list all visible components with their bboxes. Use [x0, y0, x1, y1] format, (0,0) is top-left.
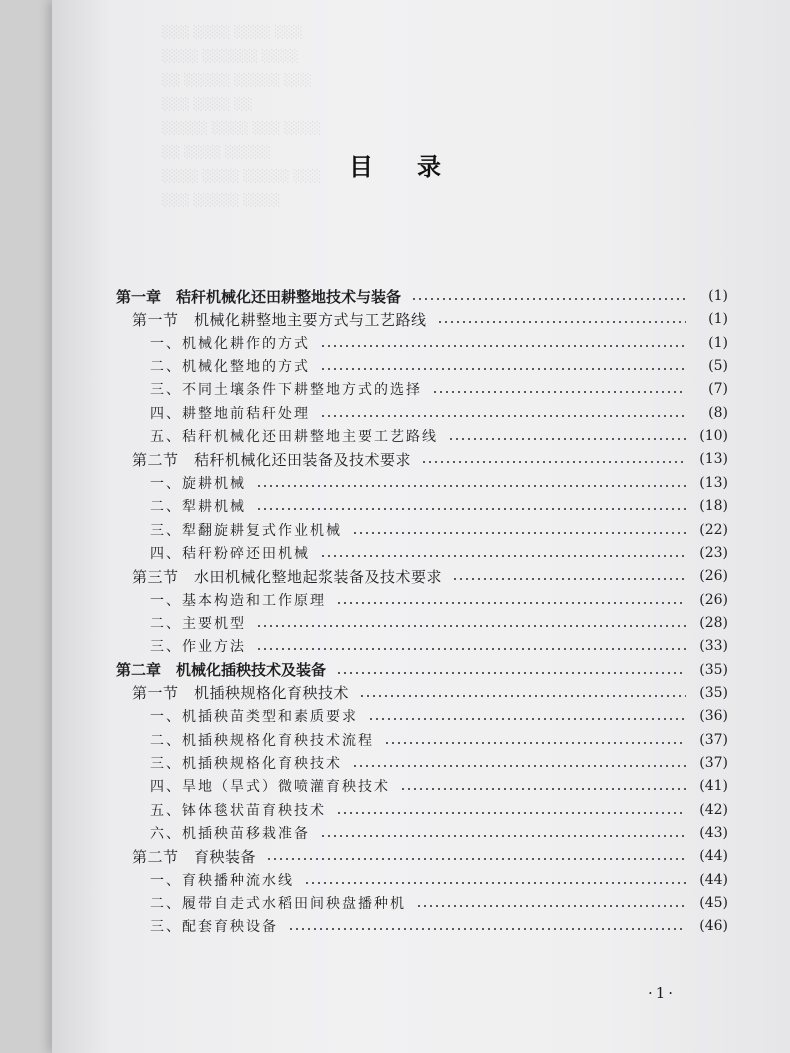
toc-label: 第二节 育秧装备 — [132, 847, 257, 866]
toc-page-number: (36) — [699, 708, 728, 725]
toc-label: 二、主要机型 — [150, 615, 246, 632]
dot-leader — [352, 532, 686, 534]
toc-page-number: (42) — [699, 801, 728, 818]
toc-entry-section — [132, 681, 728, 705]
toc-page-number: (37) — [699, 755, 728, 771]
toc-label: 第二章 机械化插秧技术及装备 — [116, 661, 327, 680]
toc-entry-item — [150, 704, 728, 728]
toc-label: 第二节 秸秆机械化还田装备及技术要求 — [132, 450, 412, 469]
toc-entry-item — [150, 868, 728, 892]
toc-page-number: (13) — [699, 474, 728, 491]
toc-entry-section — [132, 564, 728, 588]
toc-page-number: (26) — [699, 568, 728, 585]
toc-label: 第一章 秸秆机械化还田耕整地技术与装备 — [116, 287, 402, 306]
toc-entry-item — [150, 634, 728, 658]
toc-page-number: (22) — [699, 521, 728, 538]
dot-leader — [421, 461, 686, 463]
dot-leader — [437, 321, 686, 323]
toc-entry-item — [150, 424, 728, 448]
toc-entry-item — [150, 588, 728, 612]
toc-entry-chapter — [116, 658, 728, 682]
dot-leader — [448, 438, 686, 440]
toc-page-number: (18) — [699, 498, 728, 515]
toc-entry-item — [150, 541, 728, 565]
dot-leader — [320, 415, 686, 417]
toc-page-number: (26) — [699, 591, 728, 608]
toc-entry-item — [150, 494, 728, 518]
toc-page-number: (35) — [699, 684, 728, 701]
toc-entry-item — [150, 821, 728, 845]
toc-entry-section — [132, 844, 728, 868]
toc-label: 三、机插秧规格化育秧技术 — [150, 756, 342, 772]
toc-entry-item — [150, 471, 728, 495]
toc-entry-item — [150, 331, 728, 355]
toc-label: 一、育秧播种流水线 — [150, 872, 294, 889]
toc-page-number: (10) — [699, 428, 728, 445]
toc-label: 二、履带自走式水稻田间秧盘播种机 — [150, 896, 406, 913]
dot-leader — [411, 298, 686, 300]
toc-label: 四、旱地（旱式）微喷灌育秧技术 — [150, 779, 390, 796]
toc-page-number: (1) — [708, 288, 728, 304]
toc-label: 三、犁翻旋耕复式作业机械 — [150, 522, 342, 539]
toc-label: 四、耕整地前秸秆处理 — [150, 405, 310, 422]
toc-entry-item — [150, 751, 728, 775]
toc-page-number: (37) — [699, 731, 728, 748]
page-number: ·1· — [648, 984, 677, 1002]
show-through-text: ░░░ ░░░░ ░░░░ ░░░ ░░░░ ░░░░░░ ░░░░ ░░ ░░░░░ ░░░░░ ░░░ ░░░ ░░░░ ░░ ░░░░░ ░░░░ ░░░ ░░░░ ░░ ░░░░ ░░░░░ ░░░░ ░░░░ ░░░░░ ░░░ ░░░ ░░░░░ ░░░░ — [162, 25, 322, 207]
toc-label: 四、秸秆粉碎还田机械 — [150, 545, 310, 562]
dot-leader — [320, 345, 686, 347]
toc-entry-item — [150, 377, 728, 401]
toc-page-number: (45) — [699, 895, 728, 912]
toc-page-number: (23) — [699, 544, 728, 561]
toc-label: 二、犁耕机械 — [150, 499, 246, 516]
toc-label: 三、作业方法 — [150, 639, 246, 656]
toc-label: 第三节 水田机械化整地起浆装备及技术要求 — [132, 567, 443, 586]
toc-label: 三、不同土壤条件下耕整地方式的选择 — [150, 382, 422, 399]
toc-label: 二、机插秧规格化育秧技术流程 — [150, 732, 374, 749]
dot-leader — [256, 485, 686, 487]
toc-page-number: (46) — [699, 918, 728, 935]
dot-leader — [304, 882, 686, 884]
toc-label: 第一节 机插秧规格化育秧技术 — [132, 684, 350, 703]
toc-entry-section — [132, 447, 728, 471]
dot-leader — [336, 602, 686, 604]
toc-label: 一、旋耕机械 — [150, 475, 246, 492]
toc-page-number: (44) — [699, 848, 728, 865]
dot-leader — [336, 812, 686, 814]
toc-page-number: (13) — [699, 451, 728, 468]
dot-leader — [400, 788, 686, 790]
toc-page-number: (35) — [699, 661, 728, 678]
dot-leader — [320, 555, 686, 557]
toc-page-number: (44) — [699, 871, 728, 888]
toc-label: 一、机械化耕作的方式 — [150, 335, 310, 352]
toc-entry-item — [150, 401, 728, 425]
toc-entry-item — [150, 774, 728, 798]
dot-leader — [256, 625, 686, 627]
toc-entry-item — [150, 798, 728, 822]
toc-entry-item — [150, 518, 728, 542]
toc-label: 一、基本构造和工作原理 — [150, 592, 326, 609]
toc-entry-chapter — [116, 284, 728, 308]
dot-leader — [256, 648, 686, 650]
toc-entry-item — [150, 611, 728, 635]
dot-leader — [452, 578, 686, 580]
toc-label: 六、机插秧苗移栽准备 — [150, 826, 310, 843]
toc-entry-item — [150, 891, 728, 915]
toc-page-number: (33) — [699, 638, 728, 655]
toc-label: 一、机插秧苗类型和素质要求 — [150, 709, 358, 726]
dot-leader — [320, 835, 686, 837]
dot-leader — [320, 368, 686, 370]
toc-page-number: (28) — [699, 614, 728, 631]
toc-entry-item — [150, 914, 728, 938]
page-title: 目录 — [349, 152, 485, 181]
dot-leader — [359, 695, 686, 697]
toc-label: 二、机械化整地的方式 — [150, 359, 310, 376]
toc-page-number: (41) — [699, 778, 728, 795]
dot-leader — [432, 391, 686, 393]
toc-entry-item — [150, 728, 728, 752]
dot-leader — [384, 742, 686, 744]
dot-leader — [416, 905, 686, 907]
toc-page-number: (7) — [708, 381, 728, 398]
toc-page-number: (1) — [708, 311, 728, 328]
toc-page-number: (8) — [708, 404, 728, 421]
toc-label: 第一节 机械化耕整地主要方式与工艺路线 — [132, 310, 427, 329]
toc-page-number: (1) — [708, 334, 728, 351]
toc-page-number: (43) — [699, 825, 728, 842]
toc-label: 五、秸秆机械化还田耕整地主要工艺路线 — [150, 429, 438, 446]
dot-leader — [336, 672, 686, 674]
toc-label: 三、配套育秧设备 — [150, 919, 278, 936]
toc-page-number: (5) — [708, 358, 728, 375]
dot-leader — [368, 718, 686, 720]
dot-leader — [266, 858, 686, 860]
dot-leader — [288, 928, 686, 930]
toc-entry-item — [150, 354, 728, 378]
dot-leader — [352, 765, 686, 767]
toc-entry-section — [132, 307, 728, 331]
dot-leader — [256, 508, 686, 510]
toc-label: 五、钵体毯状苗育秧技术 — [150, 802, 326, 819]
